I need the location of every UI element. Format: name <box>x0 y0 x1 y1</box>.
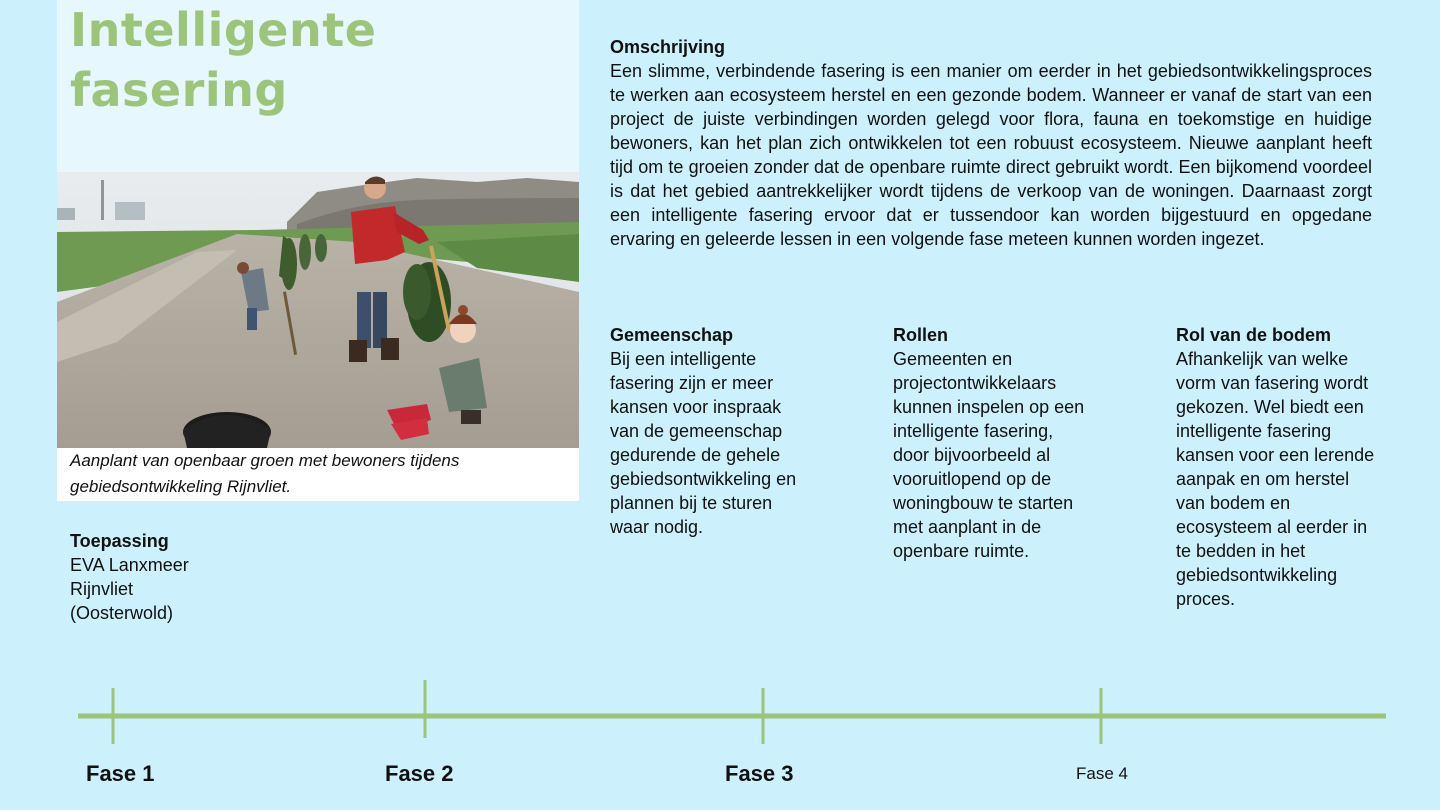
phase-label-1: Fase 1 <box>86 761 155 786</box>
gemeenschap-text: Bij een intelligente fasering zijn er meer kansen voor inspraak van de gemeenschap gedurende de gehele gebiedsontwikkeling en plannen bij te sturen waar nodig. <box>610 349 797 537</box>
toepassing-item: EVA Lanxmeer <box>70 555 189 575</box>
omschrijving-text: Een slimme, verbindende fasering is een manier om eerder in het gebiedsontwikkelingsproces te werken aan ecosysteem herstel en een gezonde bodem. Wanneer er vanaf de start van een project de juiste verbindingen worden gelegd voor flora, fauna en toekomstige en huidige bewoners, kan het plan zich ontwikkelen tot een robuust ecosysteem. Nieuwe aanplant heeft tijd om te groeien zonder dat de openbare ruimte direct gebruikt wordt. Een bijkomend voordeel is dat het gebied aantrekkelijker wordt tijdens de verkoop van de woningen. Daarnaast zorgt een intelligente fasering ervoor dat er tussendoor kan worden bijgestuurd en opgedane ervaring en geleerde lessen in een volgende fase meteen kunnen worden ingezet. <box>610 61 1372 249</box>
gemeenschap-heading: Gemeenschap <box>610 325 734 345</box>
photo-caption-line-1: Aanplant van openbaar groen met bewoners tijdens <box>70 451 460 470</box>
omschrijving-heading: Omschrijving <box>610 37 726 57</box>
toepassing-item: (Oosterwold) <box>70 603 174 623</box>
phase-label-3: Fase 3 <box>725 761 794 786</box>
phase-label-4: Fase 4 <box>1076 764 1128 783</box>
toepassing-heading: Toepassing <box>70 531 169 551</box>
toepassing-item: Rijnvliet <box>70 579 134 599</box>
bodem-text: Afhankelijk van welke vorm van fasering wordt gekozen. Wel biedt een intelligente fasering kansen voor een lerende aanpak en om herstel van bodem en ecosysteem al eerder in te bedden in het gebiedsontwikkeling proces. <box>1176 349 1375 609</box>
bodem-heading: Rol van de bodem <box>1176 325 1332 345</box>
rollen-heading: Rollen <box>893 325 949 345</box>
page-title-line-2: fasering <box>70 63 288 117</box>
rollen-text: Gemeenten en projectontwikkelaars kunnen inspelen op een intelligente fasering, door bijvoorbeeld al vooruitlopend op de woningbouw te starten met aanplant in de openbare ruimte. <box>893 349 1085 561</box>
photo-caption-line-2: gebiedsontwikkeling Rijnvliet. <box>70 477 292 496</box>
page-title-line-1: Intelligente <box>70 3 377 57</box>
phase-label-2: Fase 2 <box>385 761 454 786</box>
